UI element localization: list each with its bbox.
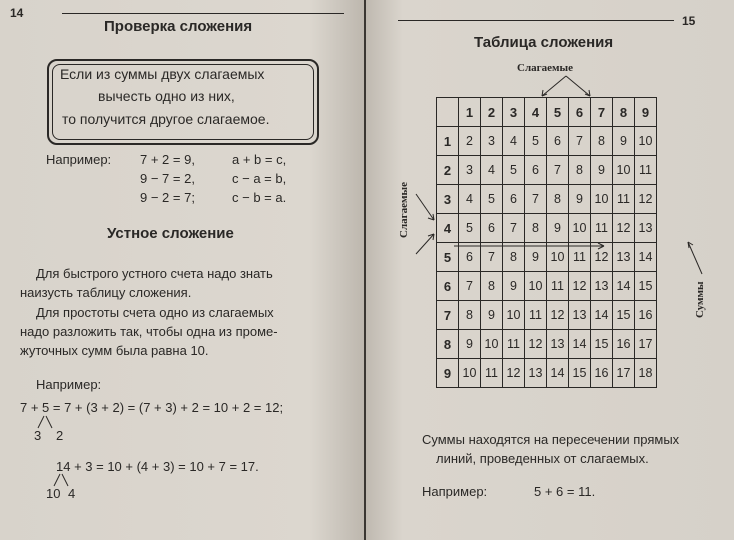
split-2-left: 10 bbox=[46, 486, 61, 501]
table-cell: 11 bbox=[503, 330, 525, 359]
table-cell: 15 bbox=[635, 272, 657, 301]
table-cell: 11 bbox=[481, 359, 503, 388]
table-cell: 10 bbox=[591, 185, 613, 214]
table-header-cell: 1 bbox=[459, 98, 481, 127]
table-header-cell bbox=[437, 98, 459, 127]
table-cell: 13 bbox=[591, 272, 613, 301]
table-header-cell: 4 bbox=[525, 98, 547, 127]
table-cell: 9 bbox=[591, 156, 613, 185]
split-2-right: 4 bbox=[68, 486, 76, 501]
table-cell: 4 bbox=[503, 127, 525, 156]
table-cell: 5 bbox=[525, 127, 547, 156]
table-row bbox=[437, 301, 657, 330]
section-title: Устное сложение bbox=[107, 225, 234, 242]
split-1-left: 3 bbox=[34, 428, 42, 443]
rule-line-2: вычесть одно из них, bbox=[98, 88, 235, 104]
table-cell: 3 bbox=[481, 127, 503, 156]
rule-line-1: Если из суммы двух слагаемых bbox=[60, 66, 265, 82]
table-cell: 7 bbox=[569, 127, 591, 156]
table-cell: 5 bbox=[503, 156, 525, 185]
table-cell: 2 bbox=[459, 127, 481, 156]
table-cell: 13 bbox=[547, 330, 569, 359]
table-cell: 12 bbox=[503, 359, 525, 388]
example-row-2-letters: c − a = b, bbox=[232, 171, 287, 186]
table-cell: 7 bbox=[525, 185, 547, 214]
table-row bbox=[437, 156, 657, 185]
table-cell: 8 bbox=[569, 156, 591, 185]
table-cell: 13 bbox=[525, 359, 547, 388]
table-cell: 8 bbox=[481, 272, 503, 301]
example-label: Например: bbox=[46, 152, 112, 167]
example2-equation-2: 14 + 3 = 10 + (4 + 3) = 10 + 7 = 17. bbox=[56, 459, 259, 474]
table-cell: 13 bbox=[613, 243, 635, 272]
table-cell: 10 bbox=[569, 214, 591, 243]
paragraph2-line2: надо разложить так, чтобы одна из проме- bbox=[20, 324, 278, 339]
header-rule-right bbox=[398, 20, 674, 21]
table-header-cell: 2 bbox=[481, 98, 503, 127]
table-row bbox=[437, 127, 657, 156]
table-cell: 9 bbox=[569, 185, 591, 214]
table-header-cell: 1 bbox=[437, 127, 459, 156]
table-header-cell: 7 bbox=[591, 98, 613, 127]
header-rule-left bbox=[62, 13, 344, 14]
table-header-row bbox=[437, 98, 657, 127]
table-cell: 4 bbox=[459, 185, 481, 214]
table-cell: 6 bbox=[525, 156, 547, 185]
paragraph2-line3: жуточных сумм была равна 10. bbox=[20, 343, 209, 358]
table-header-cell: 4 bbox=[437, 214, 459, 243]
table-header-cell: 5 bbox=[437, 243, 459, 272]
table-cell: 5 bbox=[459, 214, 481, 243]
caption-line-2: линий, проведенных от слагаемых. bbox=[436, 451, 649, 466]
table-cell: 11 bbox=[591, 214, 613, 243]
paragraph1-line1: Для быстрого устного счета надо знать bbox=[36, 266, 273, 281]
table-cell: 12 bbox=[547, 301, 569, 330]
table-cell: 12 bbox=[525, 330, 547, 359]
table-cell: 7 bbox=[503, 214, 525, 243]
table-header-cell: 8 bbox=[437, 330, 459, 359]
table-header-cell: 8 bbox=[613, 98, 635, 127]
table-cell: 10 bbox=[481, 330, 503, 359]
right-example-equation: 5 + 6 = 11. bbox=[534, 484, 596, 499]
table-cell: 6 bbox=[481, 214, 503, 243]
left-page bbox=[0, 0, 364, 540]
table-cell: 10 bbox=[503, 301, 525, 330]
table-cell: 10 bbox=[547, 243, 569, 272]
table-cell: 9 bbox=[613, 127, 635, 156]
table-header-cell: 7 bbox=[437, 301, 459, 330]
table-row bbox=[437, 243, 657, 272]
table-cell: 9 bbox=[503, 272, 525, 301]
label-addends-side: Слагаемые bbox=[398, 182, 410, 238]
table-cell: 10 bbox=[613, 156, 635, 185]
table-cell: 9 bbox=[459, 330, 481, 359]
label-sums: Суммы bbox=[694, 281, 706, 318]
table-header-cell: 3 bbox=[503, 98, 525, 127]
table-cell: 15 bbox=[569, 359, 591, 388]
table-cell: 12 bbox=[635, 185, 657, 214]
table-cell: 16 bbox=[613, 330, 635, 359]
table-cell: 11 bbox=[613, 185, 635, 214]
page-number-left: 14 bbox=[10, 6, 24, 20]
label-addends-top: Слагаемые bbox=[517, 62, 573, 74]
page-title-right: Таблица сложения bbox=[474, 34, 614, 51]
table-header-cell: 6 bbox=[437, 272, 459, 301]
table-cell: 7 bbox=[481, 243, 503, 272]
table-cell: 13 bbox=[635, 214, 657, 243]
table-cell: 18 bbox=[635, 359, 657, 388]
split-1-right: 2 bbox=[56, 428, 64, 443]
table-cell: 15 bbox=[591, 330, 613, 359]
table-cell: 3 bbox=[459, 156, 481, 185]
table-cell: 10 bbox=[525, 272, 547, 301]
table-cell: 14 bbox=[635, 243, 657, 272]
table-cell: 11 bbox=[547, 272, 569, 301]
table-cell: 14 bbox=[569, 330, 591, 359]
table-cell: 9 bbox=[481, 301, 503, 330]
example2-equation-1: 7 + 5 = 7 + (3 + 2) = (7 + 3) + 2 = 10 + 2 = 12; bbox=[20, 400, 284, 415]
table-cell: 14 bbox=[591, 301, 613, 330]
table-cell: 10 bbox=[635, 127, 657, 156]
table-cell: 8 bbox=[503, 243, 525, 272]
table-cell: 9 bbox=[547, 214, 569, 243]
table-cell: 10 bbox=[459, 359, 481, 388]
table-cell: 7 bbox=[459, 272, 481, 301]
rule-line-3: то получится другое слагаемое. bbox=[62, 111, 270, 127]
table-header-cell: 6 bbox=[569, 98, 591, 127]
page-title-left: Проверка сложения bbox=[104, 18, 253, 35]
example-row-1-letters: a + b = c, bbox=[232, 152, 287, 167]
example-row-3-letters: c − b = a. bbox=[232, 190, 287, 205]
table-cell: 14 bbox=[547, 359, 569, 388]
example-row-3-numeric: 9 − 2 = 7; bbox=[140, 190, 195, 205]
table-cell: 11 bbox=[569, 243, 591, 272]
paragraph1-line2: наизусть таблицу сложения. bbox=[20, 285, 192, 300]
table-cell: 16 bbox=[635, 301, 657, 330]
table-cell: 16 bbox=[591, 359, 613, 388]
table-cell: 14 bbox=[613, 272, 635, 301]
table-cell: 8 bbox=[591, 127, 613, 156]
table-cell: 13 bbox=[569, 301, 591, 330]
table-row bbox=[437, 359, 657, 388]
table-cell: 8 bbox=[547, 185, 569, 214]
caption-line-1: Суммы находятся на пересечении прямых bbox=[422, 432, 680, 447]
table-cell: 12 bbox=[613, 214, 635, 243]
table-cell: 17 bbox=[635, 330, 657, 359]
table-header-cell: 5 bbox=[547, 98, 569, 127]
addition-table bbox=[436, 97, 657, 388]
table-cell: 11 bbox=[635, 156, 657, 185]
example2-label: Например: bbox=[36, 377, 102, 392]
table-row bbox=[437, 214, 657, 243]
table-cell: 11 bbox=[525, 301, 547, 330]
table-cell: 15 bbox=[613, 301, 635, 330]
table-cell: 8 bbox=[459, 301, 481, 330]
table-cell: 4 bbox=[481, 156, 503, 185]
right-example-label: Например: bbox=[422, 484, 488, 499]
example-row-2-numeric: 9 − 7 = 2, bbox=[140, 171, 195, 186]
table-cell: 17 bbox=[613, 359, 635, 388]
table-row bbox=[437, 272, 657, 301]
table-cell: 6 bbox=[547, 127, 569, 156]
table-row bbox=[437, 185, 657, 214]
table-cell: 7 bbox=[547, 156, 569, 185]
table-cell: 8 bbox=[525, 214, 547, 243]
table-cell: 6 bbox=[459, 243, 481, 272]
table-cell: 5 bbox=[481, 185, 503, 214]
table-cell: 12 bbox=[569, 272, 591, 301]
table-cell: 12 bbox=[591, 243, 613, 272]
table-header-cell: 9 bbox=[635, 98, 657, 127]
table-row bbox=[437, 330, 657, 359]
table-cell: 9 bbox=[525, 243, 547, 272]
page-number-right: 15 bbox=[682, 14, 696, 28]
table-header-cell: 9 bbox=[437, 359, 459, 388]
arrow-sums bbox=[684, 238, 706, 278]
paragraph2-line1: Для простоты счета одно из слагаемых bbox=[36, 305, 274, 320]
table-header-cell: 2 bbox=[437, 156, 459, 185]
example-row-1-numeric: 7 + 2 = 9, bbox=[140, 152, 195, 167]
table-header-cell: 3 bbox=[437, 185, 459, 214]
table-cell: 6 bbox=[503, 185, 525, 214]
